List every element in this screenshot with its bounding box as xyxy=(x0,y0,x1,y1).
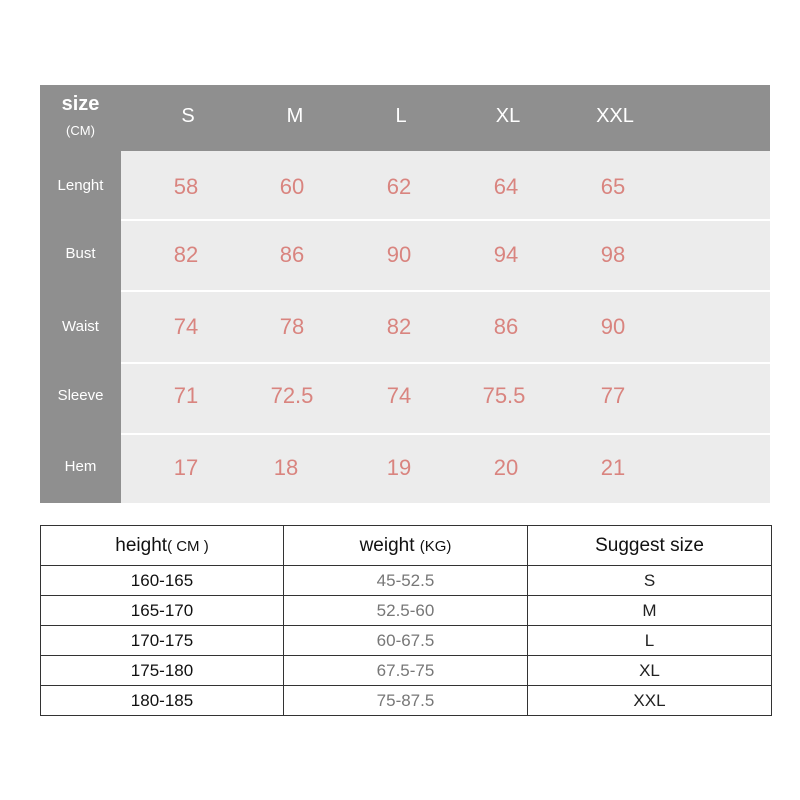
size-header-m: M xyxy=(286,105,304,127)
header-weight xyxy=(284,526,528,566)
cell-hem-xxl: 21 xyxy=(600,455,626,480)
height-cell: 170-175 xyxy=(41,626,284,656)
cell-bust-xxl: 98 xyxy=(600,242,626,267)
height-cell: 180-185 xyxy=(41,686,284,716)
cell-waist-s: 74 xyxy=(173,314,199,339)
cell-bust-l: 90 xyxy=(386,242,412,267)
size-cell: M xyxy=(528,596,772,626)
row-divider xyxy=(121,433,770,435)
row-divider xyxy=(121,362,770,364)
table-row xyxy=(41,686,772,716)
row-divider xyxy=(121,290,770,292)
cell-bust-xl: 94 xyxy=(493,242,519,267)
row-label-sleeve: Sleeve xyxy=(57,387,104,404)
cell-hem-l: 19 xyxy=(386,455,412,480)
header-height-label: height xyxy=(115,534,168,556)
cell-waist-l: 82 xyxy=(386,314,412,339)
height-cell: 175-180 xyxy=(41,656,284,686)
size-chart xyxy=(40,85,770,503)
table-row xyxy=(41,626,772,656)
height-cell: 160-165 xyxy=(41,566,284,596)
size-header-xl: XL xyxy=(495,105,521,127)
cell-bust-m: 86 xyxy=(279,242,305,267)
row-divider xyxy=(121,219,770,221)
cell-waist-xxl: 90 xyxy=(600,314,626,339)
size-header-xxl: XXL xyxy=(596,105,634,127)
height-cell: 165-170 xyxy=(41,596,284,626)
corner-unit: (CM) xyxy=(66,123,95,138)
size-cell: S xyxy=(528,566,772,596)
weight-cell: 75-87.5 xyxy=(284,686,528,716)
cell-sleeve-xxl: 77 xyxy=(600,383,626,408)
table-header-row xyxy=(41,526,772,566)
cell-length-xxl: 65 xyxy=(600,174,626,199)
cell-waist-xl: 86 xyxy=(493,314,519,339)
cell-length-xl: 64 xyxy=(493,174,519,199)
cell-sleeve-m: 72.5 xyxy=(270,383,314,408)
cell-length-l: 62 xyxy=(386,174,412,199)
cell-length-s: 58 xyxy=(173,174,199,199)
cell-hem-xl: 20 xyxy=(493,455,519,480)
cell-sleeve-s: 71 xyxy=(173,383,199,408)
cell-bust-s: 82 xyxy=(173,242,199,267)
row-label-waist: Waist xyxy=(62,318,99,335)
cell-length-m: 60 xyxy=(279,174,305,199)
table-row xyxy=(41,656,772,686)
corner-title: size xyxy=(61,93,100,115)
size-header-s: S xyxy=(181,105,195,127)
weight-cell: 45-52.5 xyxy=(284,566,528,596)
row-label-hem: Hem xyxy=(64,458,97,475)
row-label-length: Lenght xyxy=(57,177,104,194)
weight-cell: 52.5-60 xyxy=(284,596,528,626)
weight-cell: 67.5-75 xyxy=(284,656,528,686)
cell-waist-m: 78 xyxy=(279,314,305,339)
size-cell: XL xyxy=(528,656,772,686)
size-cell: L xyxy=(528,626,772,656)
size-suggestion-table xyxy=(40,525,772,716)
header-height-unit: ( CM ) xyxy=(167,537,209,555)
header-suggest-size: Suggest size xyxy=(528,526,772,566)
weight-cell: 60-67.5 xyxy=(284,626,528,656)
header-weight-unit: (KG) xyxy=(419,537,452,555)
size-cell: XXL xyxy=(528,686,772,716)
table-row xyxy=(41,566,772,596)
row-label-bust: Bust xyxy=(65,245,96,262)
cell-hem-m: 18 xyxy=(273,455,299,480)
cell-hem-s: 17 xyxy=(173,455,199,480)
header-height xyxy=(41,526,284,566)
table-row xyxy=(41,596,772,626)
header-weight-label: weight xyxy=(359,534,415,556)
cell-sleeve-l: 74 xyxy=(386,383,412,408)
cell-sleeve-xl: 75.5 xyxy=(482,383,526,408)
size-header-l: L xyxy=(395,105,407,127)
